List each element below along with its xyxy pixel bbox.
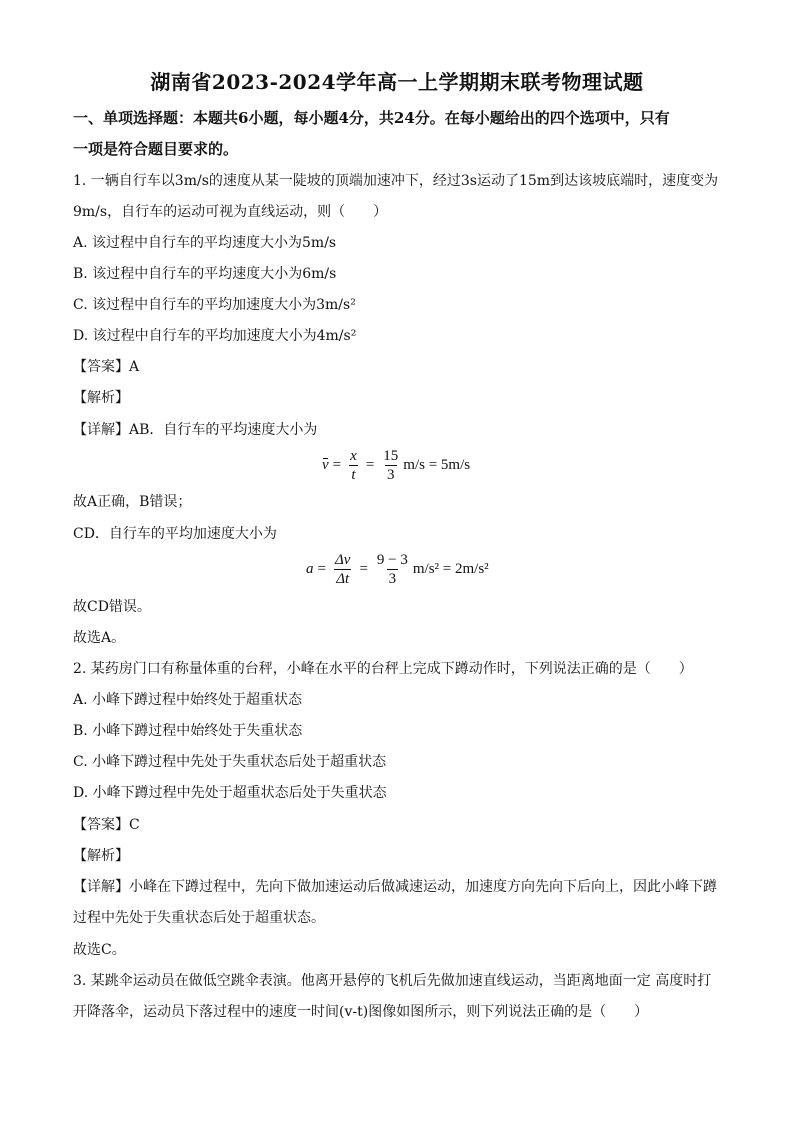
formula-denominator: t [351, 467, 356, 483]
formula-a: a [306, 561, 314, 577]
q2-analysis-label: 【解析】 [73, 848, 129, 864]
q1-average-velocity-formula [322, 447, 470, 484]
q1-option-a: A. 该过程中自行车的平均速度大小为5m/s [73, 235, 337, 251]
q1-option-d: D. 该过程中自行车的平均加速度大小为4m/s² [73, 328, 357, 344]
q1-conclusion-ab: 故A正确，B错误； [73, 494, 192, 510]
q1-detail-cd: CD．自行车的平均加速度大小为 [73, 526, 277, 542]
section-heading-line1: 一、单项选择题：本题共6小题，每小题4分，共24分。在每小题给出的四个选项中，只有 [73, 109, 670, 127]
q2-detail-line2: 过程中先处于失重状态后处于超重状态。 [73, 910, 325, 926]
q1-detail: 【详解】AB．自行车的平均速度大小为 [73, 422, 318, 438]
formula-equals: = [359, 561, 368, 577]
formula-equals: = [317, 561, 326, 577]
formula-fraction-x-over-t [348, 447, 359, 484]
q3-stem-line2: 开降落伞，运动员下落过程中的速度一时间(v-t)图像如图所示，则下列说法正确的是（ ） [73, 1004, 649, 1020]
q2-option-b: B. 小峰下蹲过程中始终处于失重状态 [73, 723, 303, 739]
q2-option-c: C. 小峰下蹲过程中先处于失重状态后处于超重状态 [73, 754, 387, 770]
q1-option-c: C. 该过程中自行车的平均加速度大小为3m/s² [73, 297, 356, 313]
formula-numerator: Δv [334, 552, 351, 568]
formula-fraction-9-minus-3-over-3 [375, 551, 410, 588]
q1-conclusion-cd: 故CD错误。 [73, 599, 151, 615]
q1-option-b: B. 该过程中自行车的平均速度大小为6m/s [73, 266, 337, 282]
formula-fraction-dv-over-dt [333, 551, 352, 588]
formula-numerator: 15 [383, 448, 399, 464]
formula-result: m/s² = 2m/s² [412, 561, 489, 577]
formula-equals: = [332, 457, 342, 473]
q2-stem: 2. 某药房门口有称量体重的台秤，小峰在水平的台秤上完成下蹲动作时，下列说法正确的是（ ） [73, 661, 693, 677]
formula-denominator: 3 [387, 467, 395, 483]
q1-final-choice: 故选A。 [73, 630, 126, 646]
formula-denominator: 3 [388, 571, 397, 587]
formula-numerator: 9 − 3 [376, 552, 408, 568]
q1-analysis-label: 【解析】 [73, 390, 129, 406]
q3-stem-line1: 3. 某跳伞运动员在做低空跳伞表演。他离开悬停的飞机后先做加速直线运动，当距离地面一定 高度时打 [73, 973, 712, 989]
q2-final-choice: 故选C。 [73, 942, 126, 958]
section-heading-line2: 一项是符合题目要求的。 [73, 140, 239, 158]
q2-option-d: D. 小峰下蹲过程中先处于超重状态后处于失重状态 [73, 785, 387, 801]
formula-result: m/s = 5m/s [403, 457, 471, 473]
q2-detail-line1: 【详解】小峰在下蹲过程中，先向下做加速运动后做减速运动，加速度方向先向下后向上，因此小峰下蹲 [73, 879, 717, 895]
formula-fraction-15-over-3 [381, 447, 400, 484]
page-title: 湖南省2023-2024学年高一上学期期末联考物理试题 [150, 70, 644, 94]
q1-answer: 【答案】A [73, 359, 140, 375]
q1-average-acceleration-formula [306, 551, 489, 588]
q2-option-a: A. 小峰下蹲过程中始终处于超重状态 [73, 692, 303, 708]
formula-numerator: x [350, 448, 357, 464]
formula-denominator: Δt [336, 571, 350, 587]
q1-stem-line1: 1. 一辆自行车以3m/s的速度从某一陡坡的顶端加速冲下，经过3s运动了15m到达该坡底端时，速度变为 [73, 173, 719, 189]
formula-v-bar: v [322, 457, 329, 473]
formula-equals: = [365, 457, 375, 473]
q2-answer: 【答案】C [73, 817, 140, 833]
q1-stem-line2: 9m/s，自行车的运动可视为直线运动，则（ ） [73, 204, 388, 220]
